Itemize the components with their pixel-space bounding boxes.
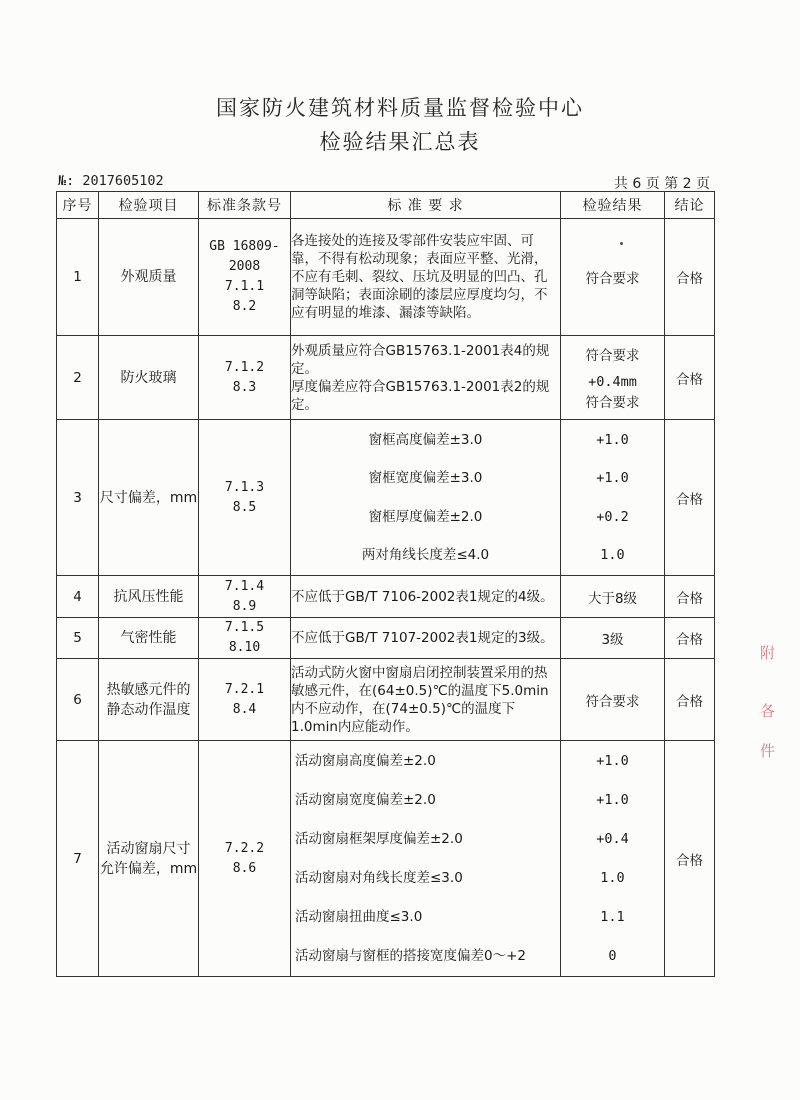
item-line: 外观质量 — [120, 269, 177, 285]
std-line: 8.2 — [232, 299, 257, 314]
std-line: 8.9 — [232, 598, 257, 614]
row-standard — [199, 618, 291, 659]
table-row — [57, 336, 715, 420]
row-item — [99, 741, 199, 977]
row-number: 7 — [57, 741, 99, 977]
std-line: 2008 — [228, 259, 261, 274]
row-requirement — [291, 741, 561, 977]
row-standard — [199, 659, 291, 741]
row-item — [99, 659, 199, 741]
std-line: 7.1.2 — [224, 359, 265, 375]
row-item — [99, 618, 199, 659]
std-line: 8.4 — [232, 701, 257, 717]
row-number: 1 — [57, 219, 99, 336]
result-line: +1.0 — [596, 792, 629, 808]
row-number: 3 — [57, 420, 99, 576]
std-line: 7.1.5 — [224, 620, 265, 635]
document-title: 检验结果汇总表 — [319, 130, 481, 154]
std-line: 7.2.2 — [224, 840, 265, 856]
row-conclusion: 合格 — [665, 219, 715, 336]
page-indicator: 共 6 页 第 2 页 — [613, 176, 710, 192]
result-line: +1.0 — [596, 753, 629, 769]
row-standard — [199, 219, 291, 336]
requirement-line: 窗框高度偏差±3.0 — [368, 431, 483, 448]
table-row — [57, 420, 715, 576]
row-result — [561, 336, 665, 420]
result-line: +0.4mm — [588, 374, 637, 391]
std-line: 8.5 — [232, 499, 257, 515]
table-row — [57, 741, 715, 977]
table-header-row — [57, 192, 715, 219]
requirement-line: 窗框厚度偏差±2.0 — [368, 508, 483, 525]
row-item — [99, 336, 199, 420]
row-result: 符合要求 — [561, 219, 665, 336]
row-conclusion: 合格 — [665, 659, 715, 741]
seal-fragment: 件 — [760, 742, 776, 760]
row-standard — [199, 741, 291, 977]
scan-speck — [620, 242, 623, 245]
row-conclusion: 合格 — [665, 336, 715, 420]
item-line: 热敏感元件的 — [106, 681, 191, 698]
std-line: 7.1.3 — [224, 479, 265, 495]
requirement-line: 活动窗扇高度偏差±2.0 — [295, 753, 436, 769]
item-line: 允许偏差，mm — [99, 860, 198, 877]
col-header-requirement: 标 准 要 求 — [291, 192, 561, 219]
table-row — [57, 618, 715, 659]
row-item — [99, 420, 199, 576]
requirement-line: 活动窗扇扭曲度≤3.0 — [295, 909, 423, 925]
col-header-conclusion: 结论 — [665, 192, 715, 219]
result-line: 符合要求 — [585, 347, 640, 364]
item-line: 尺寸偏差，mm — [99, 489, 198, 506]
row-conclusion: 合格 — [665, 576, 715, 618]
requirement-line: 窗框宽度偏差±3.0 — [368, 470, 483, 487]
result-line: 1.1 — [600, 909, 625, 925]
row-number: 2 — [57, 336, 99, 420]
row-result: 符合要求 — [561, 659, 665, 741]
row-standard — [199, 336, 291, 420]
row-conclusion: 合格 — [665, 618, 715, 659]
result-line: +1.0 — [596, 431, 629, 448]
row-conclusion: 合格 — [665, 741, 715, 977]
requirement-line: 外观质量应符合GB15763.1-2001表4的规定。 — [291, 342, 550, 377]
results-table — [56, 191, 715, 977]
requirement-line: 活动窗扇框架厚度偏差±2.0 — [295, 831, 463, 847]
std-line: GB 16809- — [209, 239, 280, 254]
row-requirement: 各连接处的连接及零部件安装应牢固、可靠，不得有松动现象；表面应平整、光滑，不应有毛刺、裂纹、压坑及明显的凹凸、孔洞等缺陷；表面涂刷的漆层应厚度均匀，不应有明显的堆漆、漏漆等缺陷。 — [291, 219, 561, 336]
result-line: 符合要求 — [585, 395, 640, 412]
row-requirement — [291, 336, 561, 420]
item-line: 抗风压性能 — [113, 588, 184, 605]
seal-fragment: 附 — [760, 644, 776, 662]
requirement-line: 活动窗扇对角线长度差≤3.0 — [295, 870, 463, 886]
result-line: +0.2 — [596, 508, 629, 525]
std-line: 8.10 — [228, 640, 261, 655]
col-header-no: 序号 — [57, 192, 99, 219]
std-line: 7.1.1 — [224, 279, 265, 294]
row-conclusion: 合格 — [665, 420, 715, 576]
std-line: 8.6 — [232, 860, 257, 876]
row-standard — [199, 420, 291, 576]
col-header-result: 检验结果 — [561, 192, 665, 219]
requirement-line: 活动窗扇与窗框的搭接宽度偏差0～+2 — [295, 948, 526, 964]
col-header-std: 标准条款号 — [199, 192, 291, 219]
requirement-line: 厚度偏差应符合GB15763.1-2001表2的规定。 — [291, 378, 550, 413]
requirement-line: 活动窗扇宽度偏差±2.0 — [295, 792, 436, 808]
row-result: 3级 — [561, 618, 665, 659]
row-result — [561, 420, 665, 576]
row-requirement: 不应低于GB/T 7106-2002表1规定的4级。 — [291, 576, 561, 618]
std-line: 7.2.1 — [224, 681, 265, 697]
row-item — [99, 219, 199, 336]
row-result: 大于8级 — [561, 576, 665, 618]
seal-fragment: 各 — [760, 702, 776, 720]
col-header-item: 检验项目 — [99, 192, 199, 219]
org-title: 国家防火建筑材料质量监督检验中心 — [216, 96, 584, 120]
std-line: 7.1.4 — [224, 578, 265, 594]
row-requirement: 活动式防火窗中窗扇启闭控制装置采用的热敏感元件，在(64±0.5)℃的温度下5.0min内不应动作，在(74±0.5)℃的温度下1.0min内应能动作。 — [291, 659, 561, 741]
requirement-line: 两对角线长度差≤4.0 — [361, 547, 490, 564]
result-line: 1.0 — [600, 547, 625, 564]
result-line: +1.0 — [596, 470, 629, 487]
table-row — [57, 659, 715, 741]
std-line: 8.3 — [232, 379, 257, 395]
row-item — [99, 576, 199, 618]
row-requirement — [291, 420, 561, 576]
table-row — [57, 219, 715, 336]
item-line: 活动窗扇尺寸 — [106, 840, 191, 857]
row-number: 6 — [57, 659, 99, 741]
result-line: 1.0 — [600, 870, 625, 886]
table-row — [57, 576, 715, 618]
row-standard — [199, 576, 291, 618]
result-line: 0 — [608, 948, 617, 964]
report-number: №: 2017605102 — [58, 173, 164, 189]
item-line: 防火玻璃 — [120, 369, 177, 386]
item-line: 静态动作温度 — [106, 701, 191, 718]
item-line: 气密性能 — [120, 630, 177, 646]
row-requirement: 不应低于GB/T 7107-2002表1规定的3级。 — [291, 618, 561, 659]
row-number: 4 — [57, 576, 99, 618]
row-number: 5 — [57, 618, 99, 659]
row-result — [561, 741, 665, 977]
result-line: +0.4 — [596, 831, 629, 847]
